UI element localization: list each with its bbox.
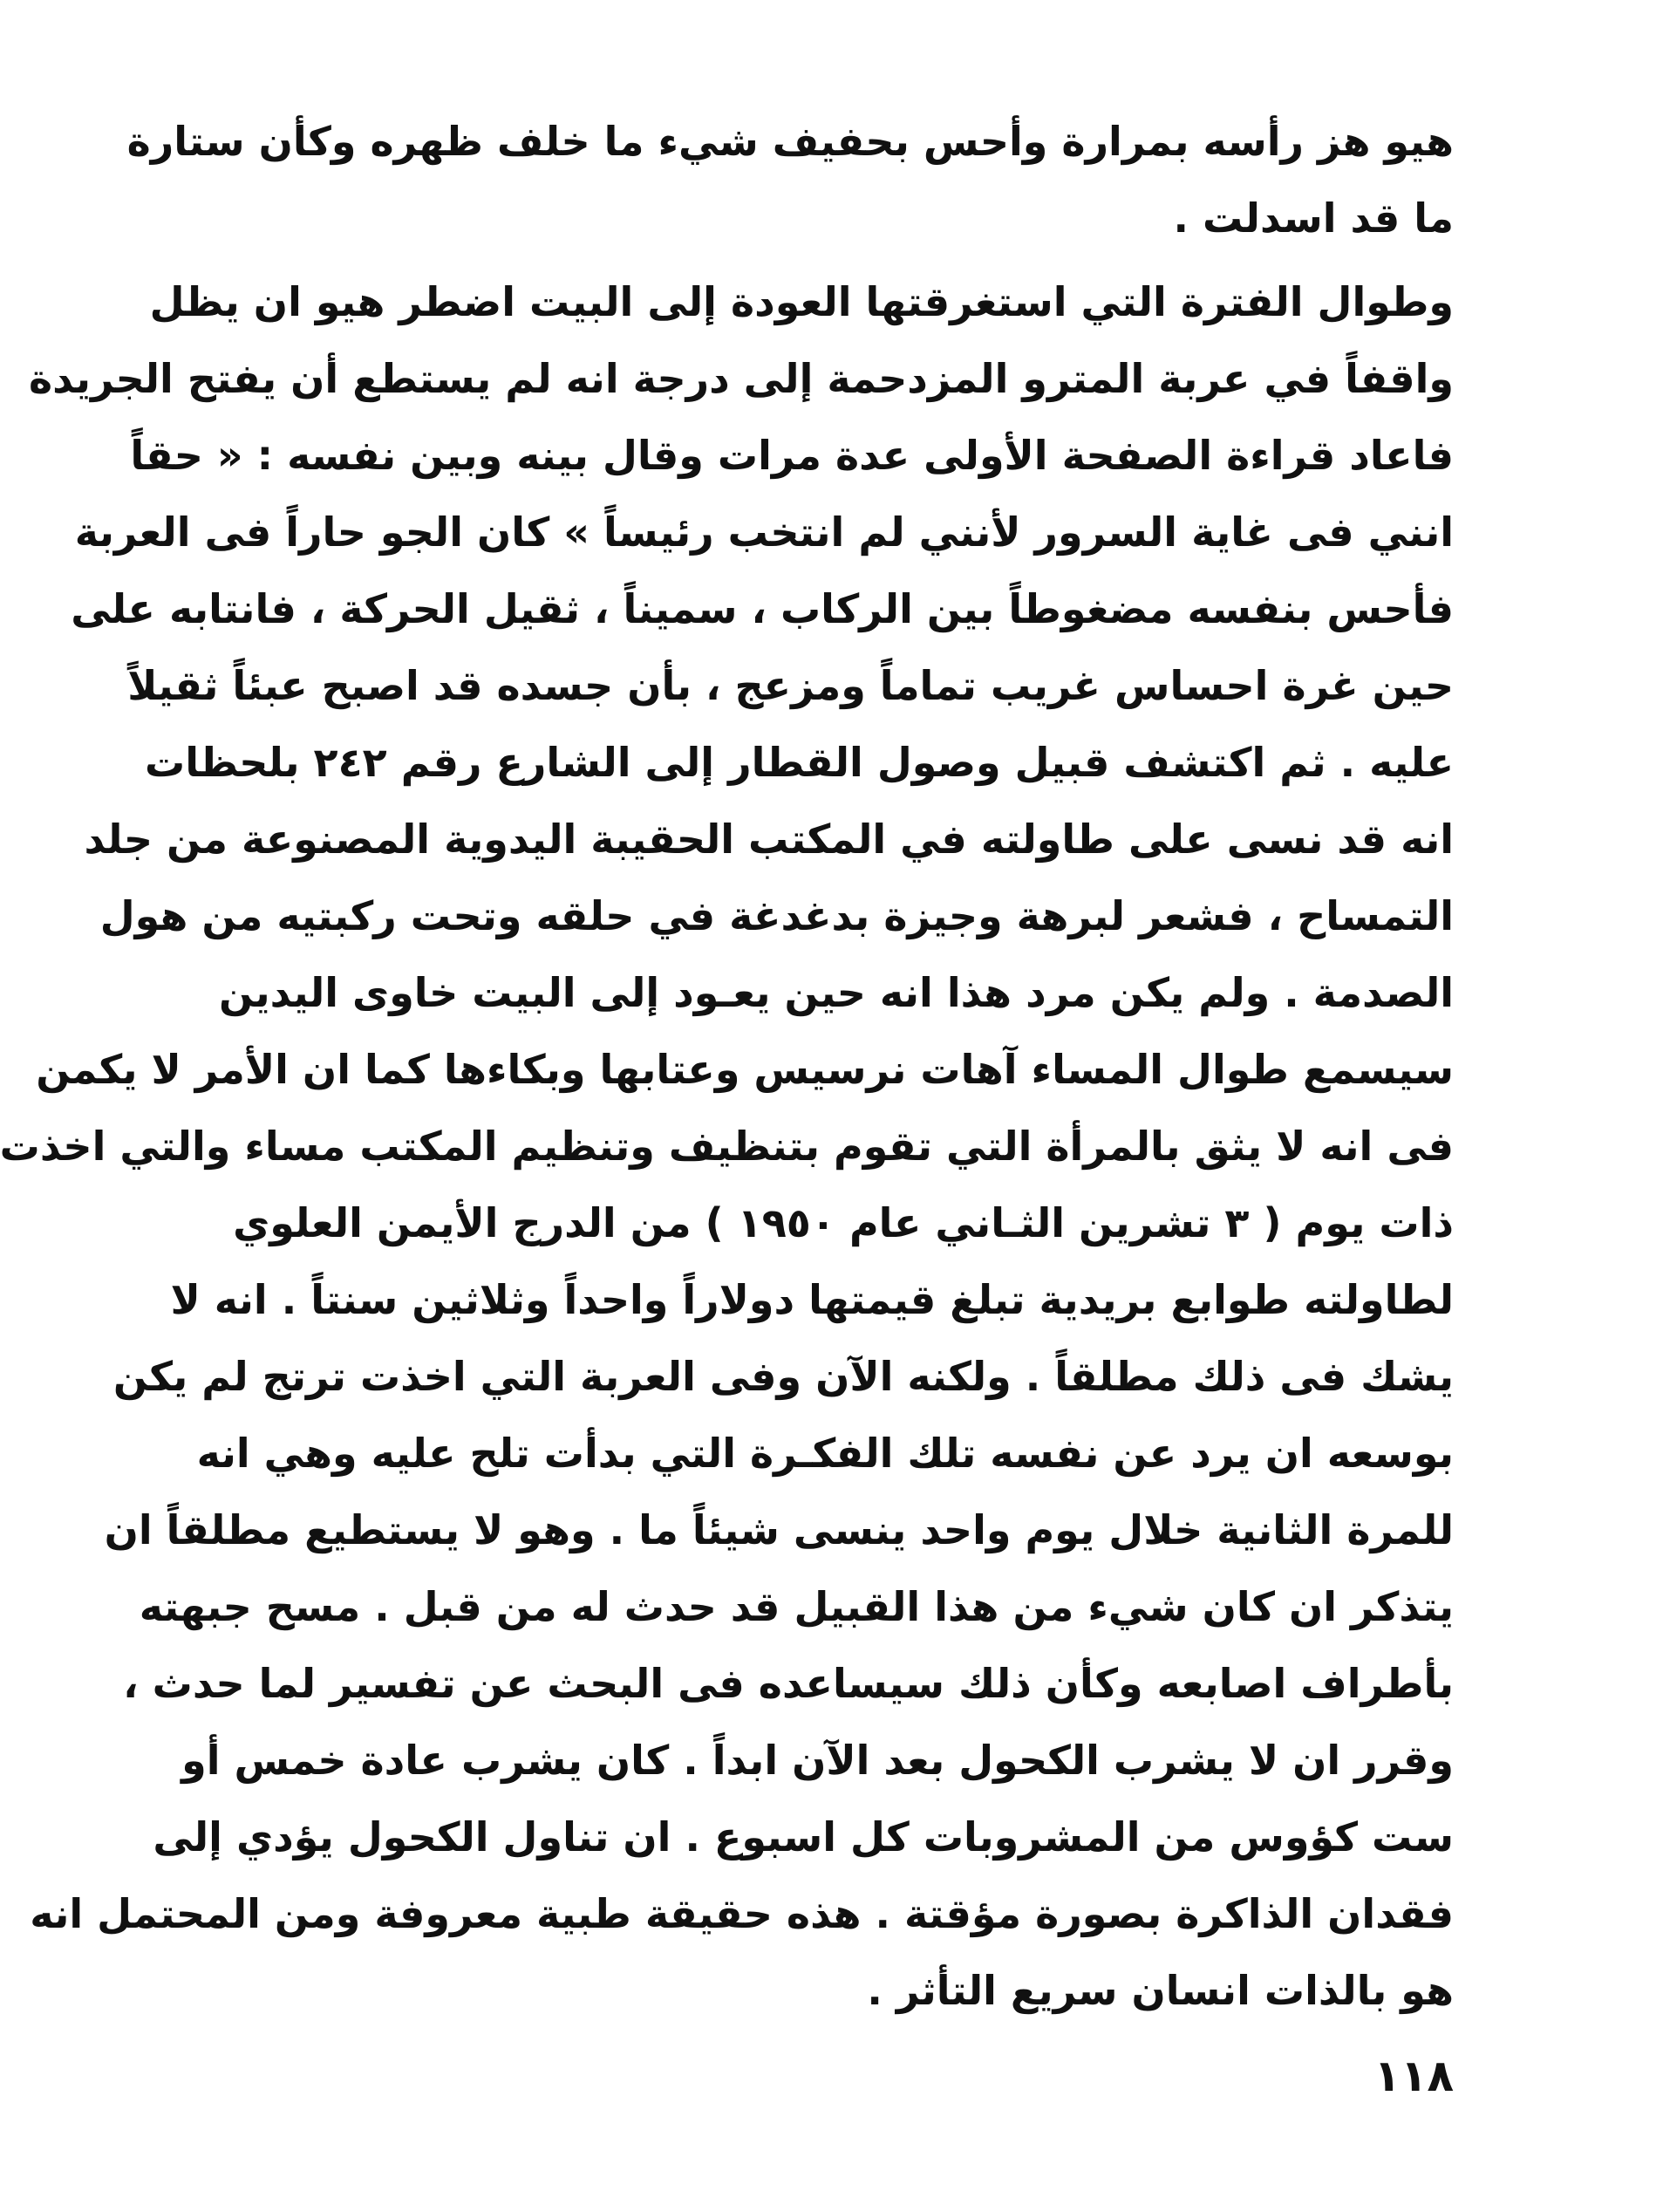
text-line: انه قد نسى على طاولته في المكتب الحقيبة اليدوية المصنوعة من جلد [84, 816, 1454, 863]
text-line: التمساح ، فشعر لبرهة وجيزة بدغدغة في حلقه وتحت ركبتيه من هول [99, 892, 1454, 939]
text-line: فى انه لا يثق بالمرأة التي تقوم بتنظيف وتنظيم المكتب مساء والتي اخذت [0, 1123, 1454, 1170]
text-line: فأحس بنفسه مضغوطاً بين الركاب ، سميناً ، ثقيل الحركة ، فانتابه على [71, 585, 1454, 632]
text-line: وطوال الفترة التي استغرقتها العودة إلى البيت اضطر هيو ان يظل [149, 278, 1454, 325]
text-line: فاعاد قراءة الصفحة الأولى عدة مرات وقال بينه وبين نفسه : « حقاً [130, 432, 1454, 479]
text-line: للمرة الثانية خلال يوم واحد ينسى شيئاً ما . وهو لا يستطيع مطلقاً ان [104, 1506, 1454, 1553]
text-line: هو بالذات انسان سريع التأثر . [867, 1967, 1454, 2014]
text-line: الصدمة . ولم يكن مرد هذا انه حين يعـود إلى البيت خاوى اليدين [218, 969, 1454, 1016]
text-line: سيسمع طوال المساء آهات نرسيس وعتابها وبكاءها كما ان الأمر لا يكمن [36, 1046, 1454, 1093]
text-line: فقدان الذاكرة بصورة مؤقتة . هذه حقيقة طبية معروفة ومن المحتمل انه [30, 1890, 1454, 1937]
text-line: ذات يوم ( ٣ تشرين الثـاني عام ١٩٥٠ ) من الدرج الأيمن العلوي [233, 1199, 1454, 1246]
text-line: عليه . ثم اكتشف قبيل وصول القطار إلى الشارع رقم ٢٤٢ بلحظات [144, 739, 1454, 786]
paragraph-2 [0, 263, 1454, 2029]
text-line: يتذكر ان كان شيء من هذا القبيل قد حدث له من قبل . مسح جبهته [139, 1583, 1454, 1630]
text-line: بوسعه ان يرد عن نفسه تلك الفكـرة التي بدأت تلح عليه وهي انه [196, 1430, 1454, 1477]
text-line: يشك فى ذلك مطلقاً . ولكنه الآن وفى العربة التي اخذت ترتج لم يكن [112, 1353, 1454, 1400]
paragraph-1 [126, 103, 1454, 256]
text-line: ست كؤوس من المشروبات كل اسبوع . ان تناول الكحول يؤدي إلى [153, 1813, 1454, 1860]
text-line: هيو هز رأسه بمرارة وأحس بحفيف شيء ما خلف ظهره وكأن ستارة [126, 118, 1454, 165]
page-number: ١١٨ [1373, 2051, 1454, 2101]
text-line: ما قد اسدلت . [1173, 195, 1454, 242]
text-line: لطاولته طوابع بريدية تبلغ قيمتها دولاراً واحداً وثلاثين سنتاً . انه لا [170, 1276, 1454, 1323]
text-line: حين غرة احساس غريب تماماً ومزعج ، بأن جسده قد اصبح عبئاً ثقيلاً [127, 662, 1454, 709]
text-line: وقرر ان لا يشرب الكحول بعد الآن ابداً . كان يشرب عادة خمس أو [181, 1737, 1454, 1784]
text-line: انني فى غاية السرور لأنني لم انتخب رئيساً » كان الجو حاراً فى العربة [74, 509, 1454, 556]
text-line: بأطراف اصابعه وكأن ذلك سيساعده فى البحث عن تفسير لما حدث ، [123, 1660, 1454, 1707]
text-line: واقفاً في عربة المترو المزدحمة إلى درجة انه لم يستطع أن يفتح الجريدة [29, 355, 1454, 402]
